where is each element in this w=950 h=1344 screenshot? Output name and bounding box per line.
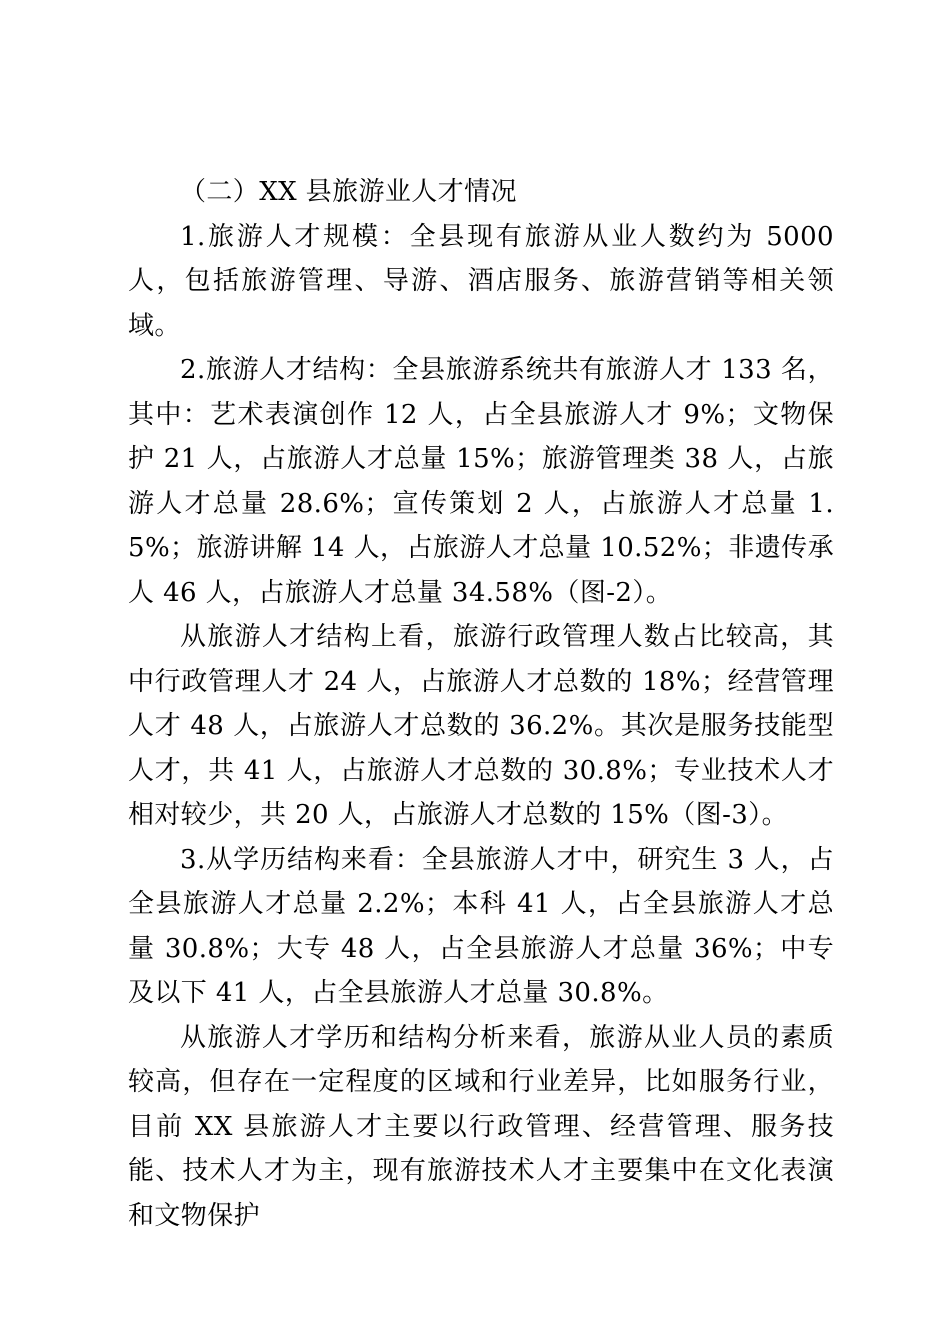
paragraph-talent-scale: 1.旅游人才规模：全县现有旅游从业人数约为 5000 人，包括旅游管理、导游、酒店服务、旅游营销等相关领域。 bbox=[128, 221, 834, 341]
document-page bbox=[128, 170, 834, 1238]
paragraph-structure-analysis: 从旅游人才结构上看，旅游行政管理人数占比较高，其中行政管理人才 24 人，占旅游人才总数的 18%；经营管理人才 48 人，占旅游人才总数的 36.2%。其次是服务技能型人才，共 41 人，占旅游人才总数的 30.8%；专业技术人才相对较少，共 20 人，占旅游人才总数的 15%（图-3）。 bbox=[128, 622, 834, 830]
section-heading: （二）XX 县旅游业人才情况 bbox=[180, 177, 517, 207]
paragraph-talent-structure: 2.旅游人才结构：全县旅游系统共有旅游人才 133 名， 其中：艺术表演创作 12 人，占全县旅游人才 9%；文物保护 21 人，占旅游人才总量 15%；旅游管理类 38 人，占旅游人才总量 28.6%；宣传策划 2 人，占旅游人才总量 1.5%；旅游讲解 14 人，占旅游人才总量 10.52%；非遗传承人 46 人，占旅游人才总量 34.58%（图-2）。 bbox=[128, 355, 834, 608]
paragraph-education-analysis: 从旅游人才学历和结构分析来看，旅游从业人员的素质较高，但存在一定程度的区域和行业差异，比如服务行业，目前 XX 县旅游人才主要以行政管理、经营管理、服务技能、技术人才为主，现有旅游技术人才主要集中在文化表演和文物保护 bbox=[128, 1022, 834, 1231]
paragraph-education-structure: 3.从学历结构来看：全县旅游人才中，研究生 3 人，占全县旅游人才总量 2.2%；本科 41 人，占全县旅游人才总量 30.8%；大专 48 人，占全县旅游人才总量 36%；中专及以下 41 人，占全县旅游人才总量 30.8%。 bbox=[128, 844, 834, 1008]
